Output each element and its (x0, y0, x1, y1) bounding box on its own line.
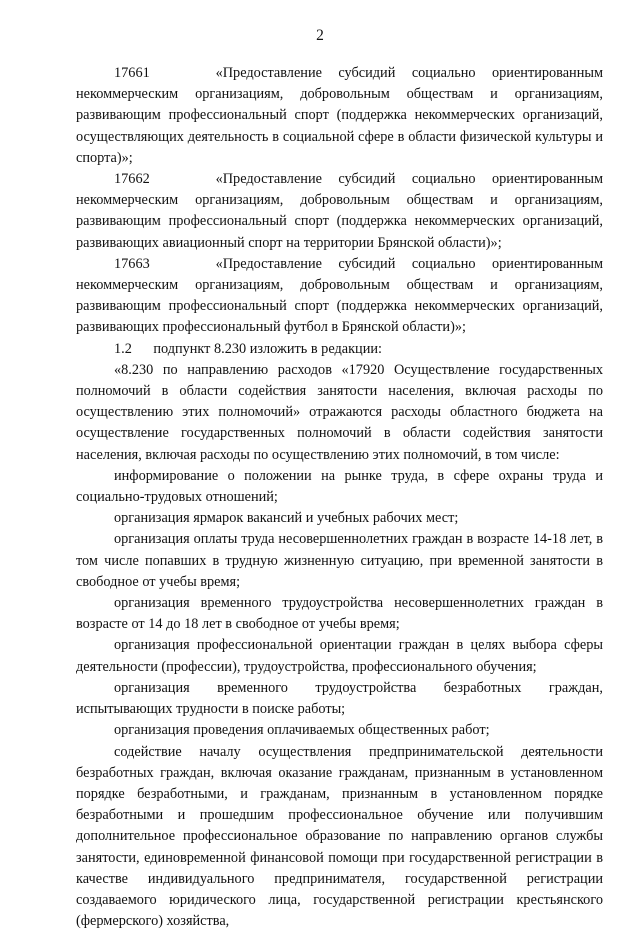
document-body (76, 63, 603, 932)
paragraph-17662: 17662 «Предоставление субсидий социально ориентированным некоммерческим организациям, добровольным обществам и организациям, развивающим профессиональный спорт (поддержка некоммерческих организаций, развивающих авиационный спорт на территории Брянской области)»; (76, 169, 603, 254)
list-item-entrepreneurship: содействие началу осуществления предпринимательской деятельности безработных граждан, включая оказание гражданам, признанным в установленном порядке безработными, и гражданам, признанным в установленном порядке безработными и прошедшим профессиональное обучение или получившим дополнительное профессиональное образование по направлению органов службы занятости, единовременной финансовой помощи при государственной регистрации в качестве индивидуального предпринимателя, государственной регистрации создаваемого юридического лица, государственной регистрации крестьянского (фермерского) хозяйства, (76, 742, 603, 932)
list-item-minors-employment: организация временного трудоустройства несовершеннолетних граждан в возрасте от 14 до 18 лет в свободное от учебы время; (76, 593, 603, 635)
page-number: 2 (0, 27, 640, 45)
paragraph-17663: 17663 «Предоставление субсидий социально ориентированным некоммерческим организациям, добровольным обществам и организациям, развивающим профессиональный спорт (поддержка некоммерческих организаций, развивающих профессиональный футбол в Брянской области)»; (76, 254, 603, 339)
paragraph-17661: 17661 «Предоставление субсидий социально ориентированным некоммерческим организациям, добровольным обществам и организациям, развивающим профессиональный спорт (поддержка некоммерческих организаций, осуществляющих деятельность в социальной сфере в области физической культуры и спорта)»; (76, 63, 603, 169)
list-item-job-fairs: организация ярмарок вакансий и учебных рабочих мест; (76, 508, 603, 529)
list-item-minors-pay: организация оплаты труда несовершеннолетних граждан в возрасте 14-18 лет, в том числе попавших в трудную жизненную ситуацию, при временной занятости в свободное от учебы время; (76, 529, 603, 593)
list-item-career-guidance: организация профессиональной ориентации граждан в целях выбора сферы деятельности (профессии), трудоустройства, профессионального обучения; (76, 635, 603, 677)
paragraph-subitem-1-2: 1.2 подпункт 8.230 изложить в редакции: (76, 339, 603, 360)
list-item-public-works: организация проведения оплачиваемых общественных работ; (76, 720, 603, 741)
paragraph-8-230-intro: «8.230 по направлению расходов «17920 Осуществление государственных полномочий в области содействия занятости населения, включая расходы по осуществлению этих полномочий» отражаются расходы областного бюджета на осуществление государственных полномочий в области содействия занятости населения, включая расходы по осуществлению этих полномочий, в том числе: (76, 360, 603, 466)
list-item-informing: информирование о положении на рынке труда, в сфере охраны труда и социально-трудовых отношений; (76, 466, 603, 508)
list-item-unemployed-temporary: организация временного трудоустройства безработных граждан, испытывающих трудности в поиске работы; (76, 678, 603, 720)
